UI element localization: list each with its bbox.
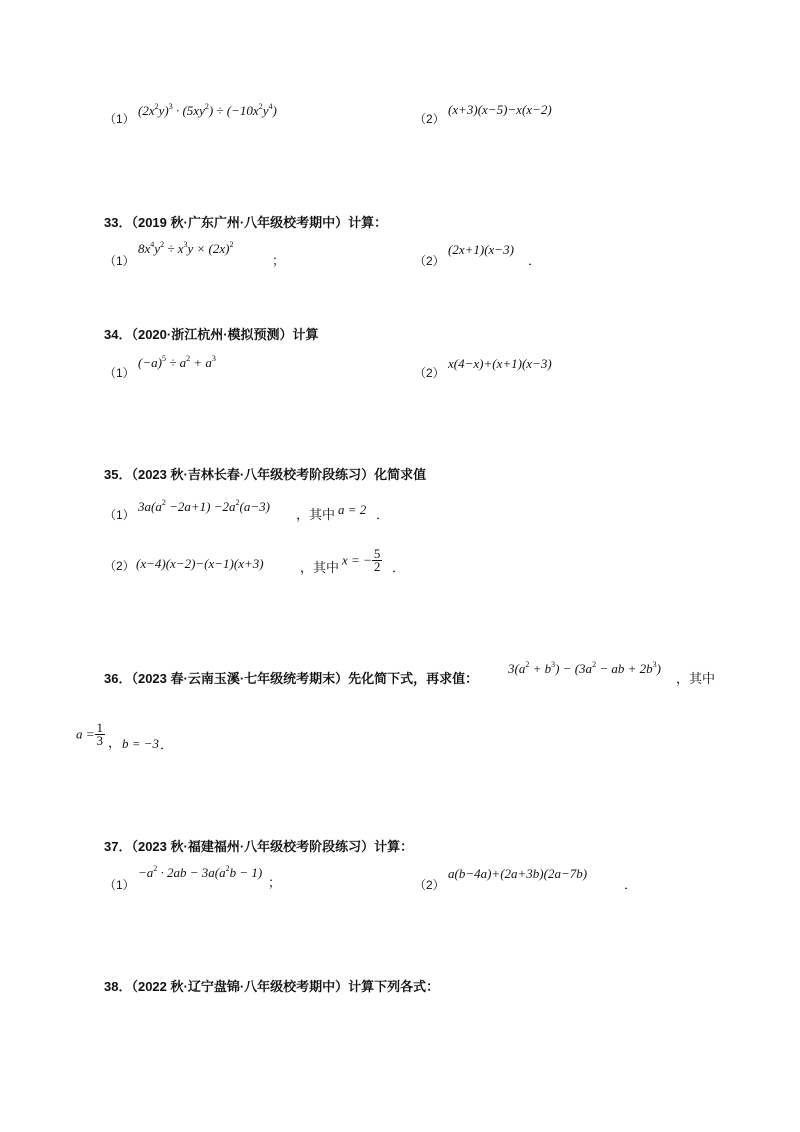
condition-value: x = − $\frac{5}{2}$: [342, 546, 381, 574]
punctuation: ．: [528, 253, 542, 268]
math-expression: a(b−4a)+(2a+3b)(2a−7b): [448, 866, 588, 881]
problem-label: （1）: [104, 508, 135, 522]
question-title: 35．（2023 秋·吉林长春·八年级校考阶段练习）化简求值: [104, 467, 427, 482]
problem-label: （2）: [414, 254, 445, 268]
punctuation: ；: [268, 875, 282, 890]
condition-value: a = 2: [338, 502, 367, 517]
math-expression: (x+3)(x−5)−x(x−2): [448, 102, 552, 117]
problem-label: （1）: [104, 366, 135, 380]
punctuation: ．: [624, 877, 638, 892]
condition-text: ，其中: [296, 507, 336, 522]
condition-value: b = −3: [122, 736, 160, 751]
question-title: 33．（2019 秋·广东广州·八年级校考期中）计算：: [104, 215, 388, 230]
math-expression: $(2x^2y)^3 \cdot (5xy^2) \div (-10x^2y^4)$: [138, 102, 277, 118]
math-expression: (2x+1)(x−3): [448, 242, 514, 257]
condition-text: ，其中: [676, 671, 716, 686]
punctuation: ．: [160, 737, 174, 752]
punctuation: ；: [272, 253, 286, 268]
problem-label: （2）: [414, 878, 445, 892]
question-title: 38．（2022 秋·辽宁盘锦·八年级校考期中）计算下列各式：: [104, 979, 440, 994]
math-expression: $-a^2 \cdot 2ab - 3a(a^2b - 1)$: [138, 864, 263, 880]
math-expression: (x−4)(x−2)−(x−1)(x+3): [136, 556, 264, 571]
question-title: 37．（2023 秋·福建福州·八年级校考阶段练习）计算：: [104, 839, 414, 854]
math-expression: $3a(a^2 -2a+1) -2a^2(a-3)$: [138, 498, 270, 514]
question-title: 36．（2023 春·云南玉溪·七年级统考期末）先化简下式，再求值：: [104, 671, 479, 686]
punctuation: ．: [376, 507, 390, 522]
math-expression: $3(a^2 + b^3) - (3a^2$ − ab + $2b^3$): [508, 660, 661, 676]
punctuation: ．: [392, 560, 406, 575]
condition-value: a = $\frac{1}{3}$: [76, 720, 104, 748]
math-expression: x(4−x)+(x+1)(x−3): [448, 356, 552, 371]
condition-text: ，其中: [300, 560, 340, 575]
problem-label: （1）: [104, 878, 135, 892]
punctuation: ，: [108, 735, 122, 750]
question-title: 34．（2020·浙江杭州·模拟预测）计算: [104, 327, 319, 342]
problem-label: （1）: [104, 112, 135, 126]
problem-label: （2）: [414, 366, 445, 380]
problem-label: （2）: [414, 112, 445, 126]
math-expression: $8x^4y^2 \div x^3y \times (2x)^2$: [138, 240, 234, 256]
problem-label: （2）: [104, 559, 135, 573]
problem-label: （1）: [104, 254, 135, 268]
math-expression: $(-a)^5 \div a^2 + a^3$: [138, 354, 216, 370]
